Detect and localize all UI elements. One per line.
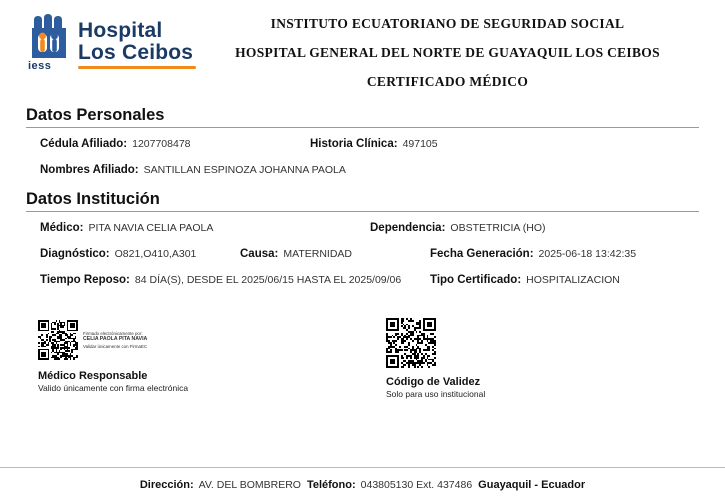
field-diagnostico: [40, 248, 240, 260]
signature-detail-line3: Validar únicamente con FirmaEC: [83, 343, 148, 349]
fecha-label: Fecha Generación:: [430, 248, 534, 260]
reposo-value: 84 DÍA(S), DESDE EL 2025/06/15 HASTA EL 2025/09/06: [134, 274, 402, 286]
field-dependencia: [370, 222, 699, 234]
tipo-label: Tipo Certificado:: [430, 274, 522, 286]
signature-detail-line1: Firmado electrónicamente por:: [83, 330, 143, 336]
hospital-title: HOSPITAL GENERAL DEL NORTE DE GUAYAQUIL LOS CEIBOS: [235, 45, 660, 60]
row-nombres: [26, 164, 699, 176]
field-fecha-generacion: [430, 248, 699, 260]
field-tipo-certificado: [430, 274, 699, 286]
historia-label: Historia Clínica:: [310, 138, 398, 150]
field-nombres-afiliado: [40, 164, 346, 176]
nombres-value: SANTILLAN ESPINOZA JOHANNA PAOLA: [143, 164, 346, 176]
cedula-value: 1207708478: [132, 138, 191, 150]
hospital-name-line1: Hospital: [78, 19, 163, 42]
institution-title: INSTITUTO ECUATORIANO DE SEGURIDAD SOCIAL: [270, 16, 625, 31]
section-title-institucion: Datos Institución: [26, 190, 699, 212]
medico-value: PITA NAVIA CELIA PAOLA: [88, 222, 214, 234]
row-medico-dependencia: [26, 222, 699, 234]
telefono-label: Teléfono:: [306, 479, 356, 491]
signature-detail-name: CELIA PAOLA PITA NAVIA: [83, 336, 148, 343]
field-medico: [40, 222, 370, 234]
field-tiempo-reposo: [40, 274, 430, 286]
logo-underline: [78, 66, 196, 69]
causa-label: Causa:: [240, 248, 279, 260]
electronic-signature: [38, 318, 326, 362]
tipo-value: HOSPITALIZACION: [526, 274, 620, 286]
field-cedula: [40, 138, 310, 150]
document-header: [0, 0, 725, 92]
medico-caption: Médico Responsable: [38, 370, 148, 382]
iess-badge-label: iess: [28, 60, 52, 72]
validez-block: [326, 318, 699, 399]
row-diagnostico-causa-fecha: [26, 248, 699, 260]
diagnostico-label: Diagnóstico:: [40, 248, 110, 260]
dependencia-label: Dependencia:: [370, 222, 446, 234]
signature-qr-code: [38, 320, 78, 360]
document-type-title: CERTIFICADO MÉDICO: [366, 74, 529, 89]
fecha-value: 2025-06-18 13:42:35: [538, 248, 637, 260]
direccion-value: AV. DEL BOMBRERO: [198, 479, 301, 491]
hospital-name: [78, 14, 196, 69]
codigo-caption: Código de Validez: [386, 375, 481, 388]
field-historia-clinica: [310, 138, 699, 150]
footer-ciudad: [478, 479, 585, 491]
causa-value: MATERNIDAD: [283, 248, 352, 260]
document-body: [0, 106, 725, 286]
row-reposo-tipo: [26, 274, 699, 286]
hospital-logo: [0, 14, 210, 70]
cedula-label: Cédula Afiliado:: [40, 138, 128, 150]
hospital-name-line2: Los Ceibos: [78, 41, 194, 65]
document-titles: [210, 14, 725, 103]
footer-telefono: [307, 479, 472, 491]
historia-value: 497105: [402, 138, 438, 150]
medico-subcaption: Valido únicamente con firma electrónica: [38, 383, 189, 393]
dependencia-value: OBSTETRICIA (HO): [450, 222, 546, 234]
validez-qr-code: [386, 318, 436, 368]
telefono-value: 043805130 Ext. 437486: [360, 479, 473, 491]
section-title-personal: Datos Personales: [26, 106, 699, 128]
medico-label: Médico:: [40, 222, 84, 234]
signature-detail-text: [83, 331, 147, 350]
medico-signature-block: [26, 318, 326, 399]
document-footer: [0, 467, 725, 502]
direccion-label: Dirección:: [139, 479, 194, 491]
reposo-label: Tiempo Reposo:: [40, 274, 130, 286]
field-causa: [240, 248, 430, 260]
signature-area: [0, 300, 725, 399]
diagnostico-value: O821,O410,A301: [114, 248, 197, 260]
iess-hand-icon: [26, 14, 72, 70]
codigo-subcaption: Solo para uso institucional: [386, 388, 486, 399]
footer-direccion: [140, 479, 301, 491]
ciudad-value: Guayaquil - Ecuador: [478, 479, 586, 491]
nombres-label: Nombres Afiliado:: [40, 164, 139, 176]
row-cedula-historia: [26, 138, 699, 150]
